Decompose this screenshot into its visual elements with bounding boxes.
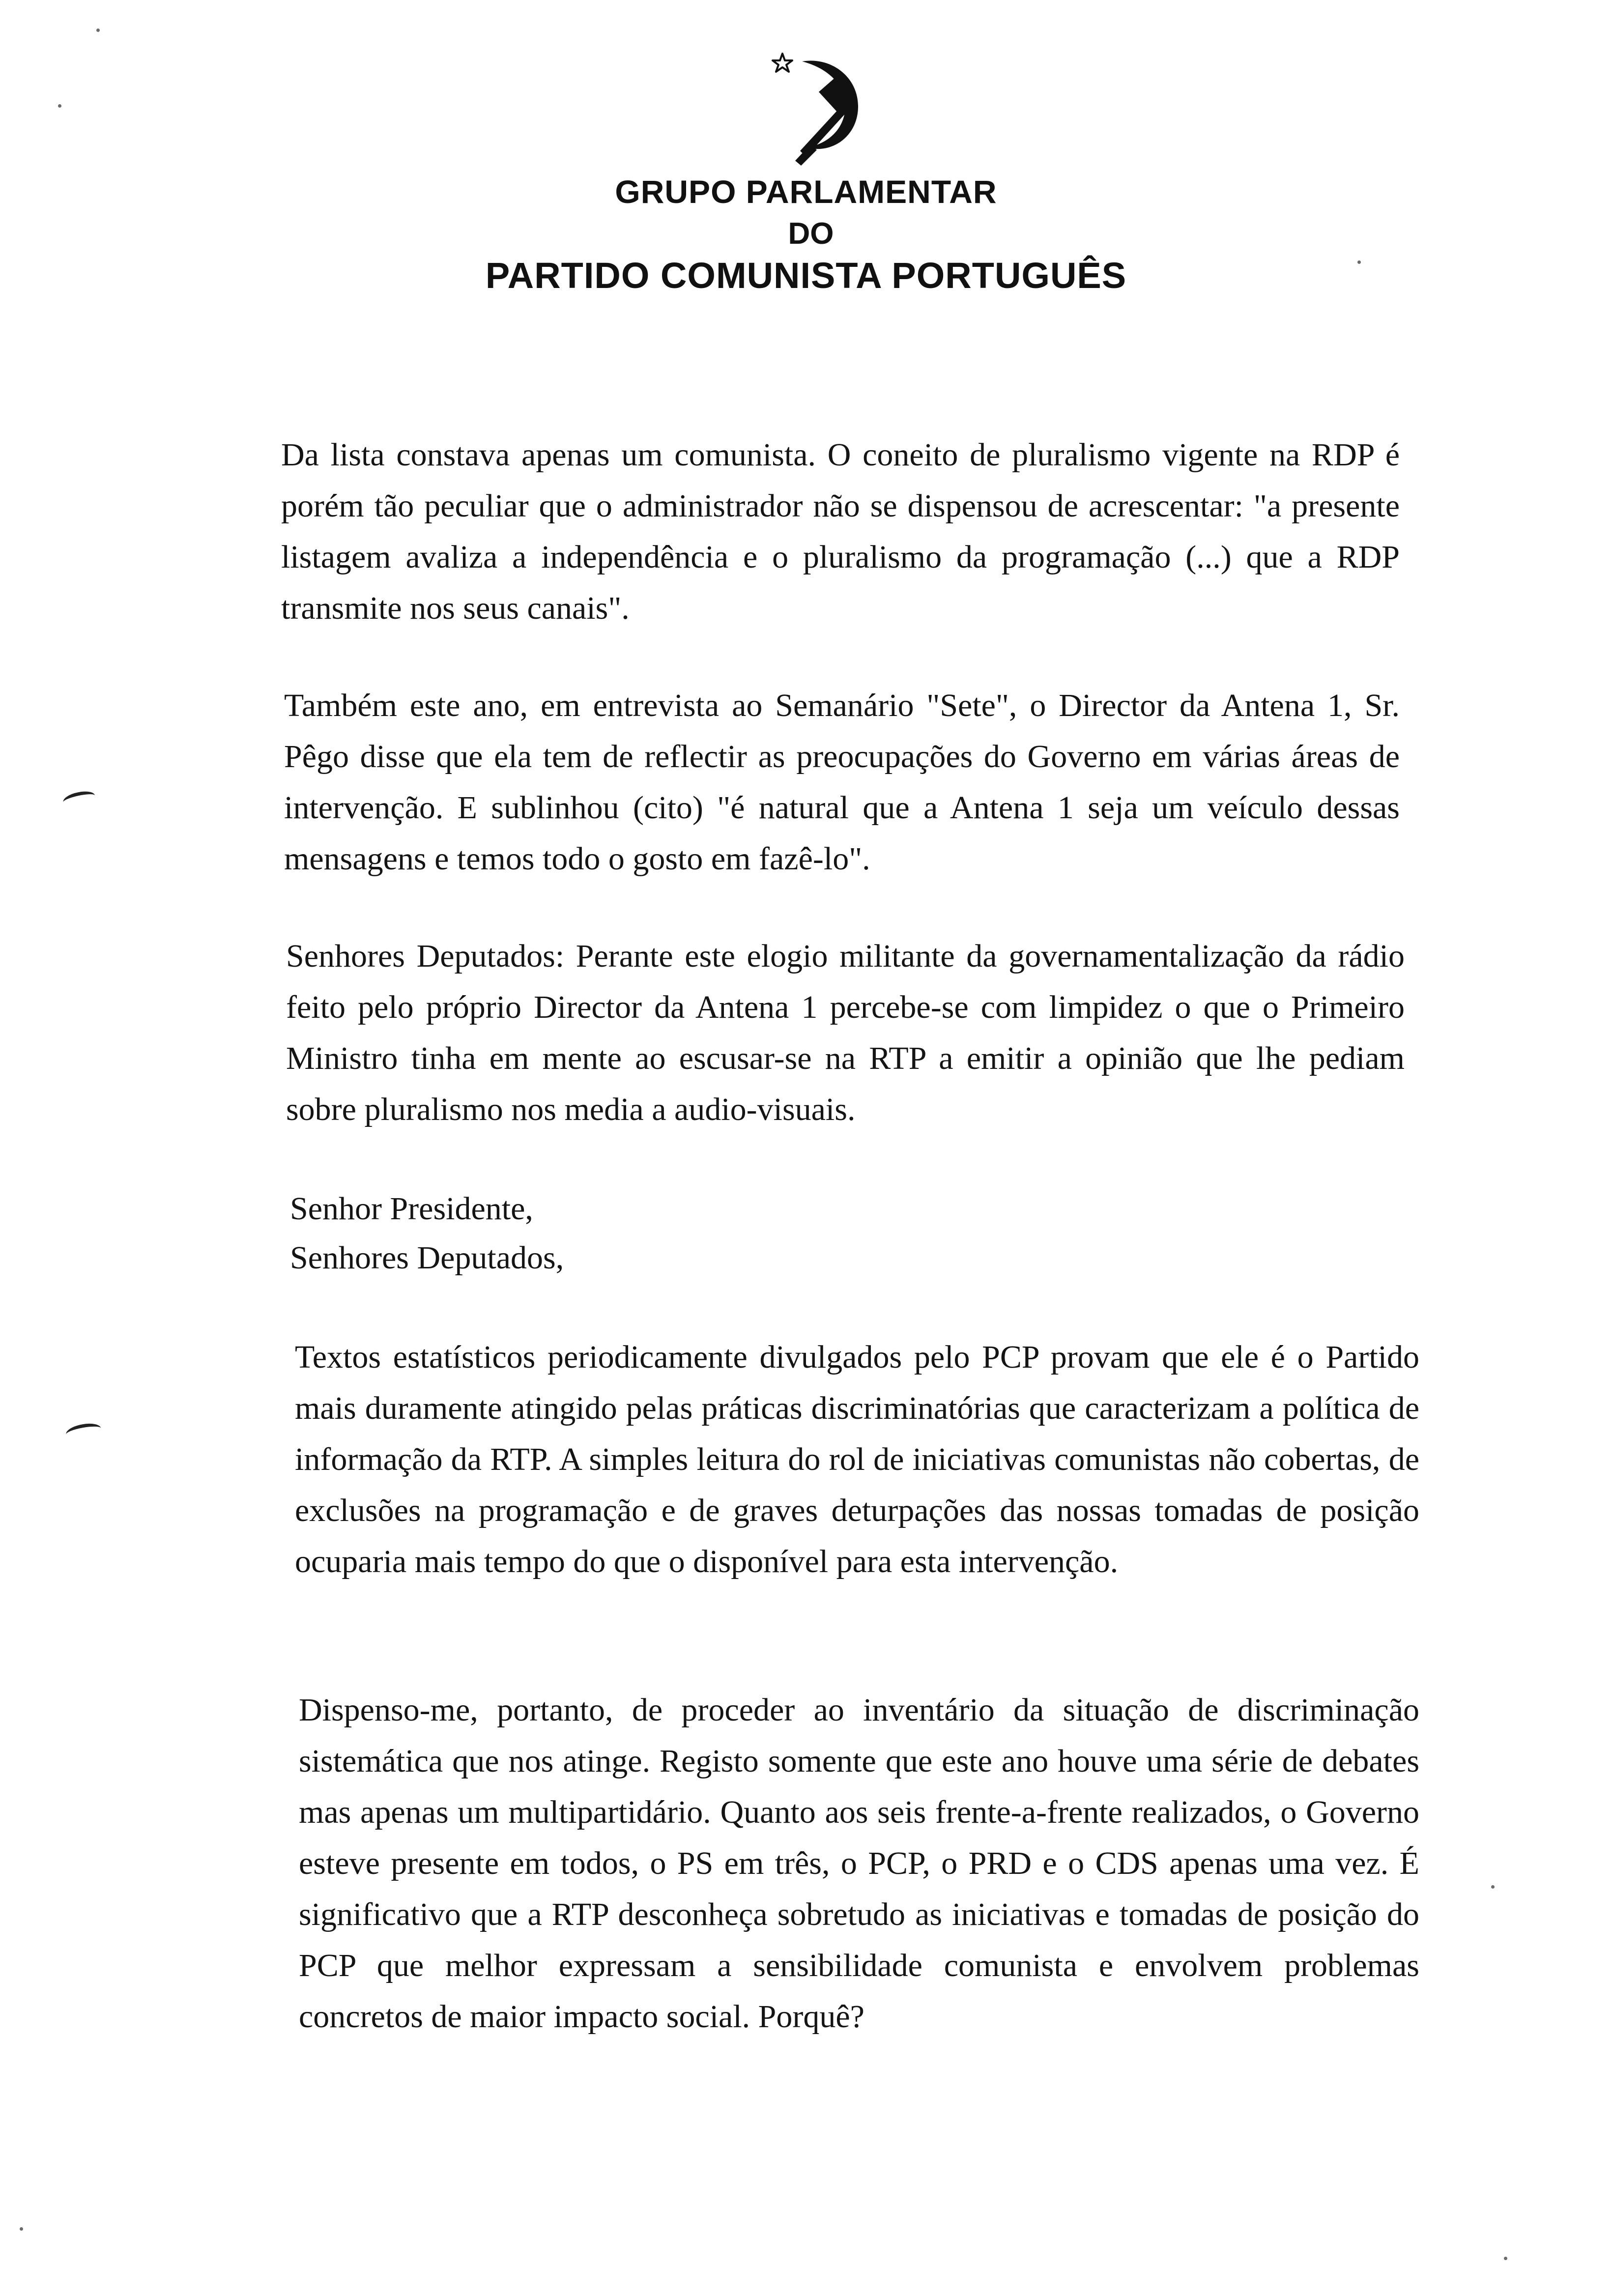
scan-speck (1504, 2257, 1507, 2260)
letterhead-party-name: PARTIDO COMUNISTA PORTUGUÊS (485, 255, 1127, 296)
paragraph-rdp-list: Da lista constava apenas um comunista. O coneito de pluralismo vigente na RDP é porém tão peculiar que o administrador não se dispensou de acrescentar: "a presente listagem avaliza a independência e o pluralismo da programação (...) que a RDP transmite nos seus canais". (281, 437, 1400, 626)
scan-speck (20, 2227, 23, 2231)
paragraph-governmentalization: Senhores Deputados: Perante este elogio militante da governamentalização da rádio feito pelo próprio Director da Antena 1 percebe-se com limpidez o que o Primeiro Ministro tinha em mente ao escusar-se na RTP a emitir a opinião que lhe pediam sobre pluralismo nos media a audio-visuais. (286, 938, 1405, 1127)
paragraph-rtp-discrimination: Textos estatísticos periodicamente divulgados pelo PCP provam que ele é o Partido mais duramente atingido pelas práticas discriminatórias que caracterizam a política de informação da RTP. A simples leitura do rol de iniciativas comunistas não cobertas, de exclusões na programação e de graves deturpações das nossas tomadas de posição ocuparia mais tempo do que o disponível para esta intervenção. (295, 1339, 1419, 1579)
scan-speck (58, 104, 61, 108)
salutation-president: Senhor Presidente, (290, 1191, 533, 1227)
star-icon (773, 54, 792, 72)
margin-mark (62, 789, 96, 808)
scan-speck (96, 29, 100, 32)
hammer-and-sickle-emblem (772, 47, 880, 170)
scan-speck (1357, 260, 1361, 264)
letterhead-connector: DO (788, 217, 834, 251)
margin-mark (65, 1421, 102, 1441)
scan-speck (1491, 1885, 1495, 1889)
paragraph-debates-inventory: Dispenso-me, portanto, de proceder ao inventário da situação de discriminação sistemática que nos atinge. Registo somente que este ano houve uma série de debates mas apenas um multipartidário. Quanto aos seis frente-a-frente realizados, o Governo esteve presente em todos, o PS em três, o PCP, o PRD e o CDS apenas uma vez. É significativo que a RTP desconheça sobretudo as iniciativas e tomadas de posição do PCP que melhor expressam a sensibilidade comunista e envolvem problemas concretos de maior impacto social. Porquê? (299, 1692, 1419, 2035)
salutation-deputies: Senhores Deputados, (290, 1240, 564, 1276)
letterhead-group-title: GRUPO PARLAMENTAR (615, 173, 997, 210)
paragraph-antena-1-interview: Também este ano, em entrevista ao Semanário "Sete", o Director da Antena 1, Sr. Pêgo disse que ela tem de reflectir as preocupações do Governo em várias áreas de intervenção. E sublinhou (cito) "é natural que a Antena 1 seja um veículo dessas mensagens e temos todo o gosto em fazê-lo". (284, 688, 1400, 877)
